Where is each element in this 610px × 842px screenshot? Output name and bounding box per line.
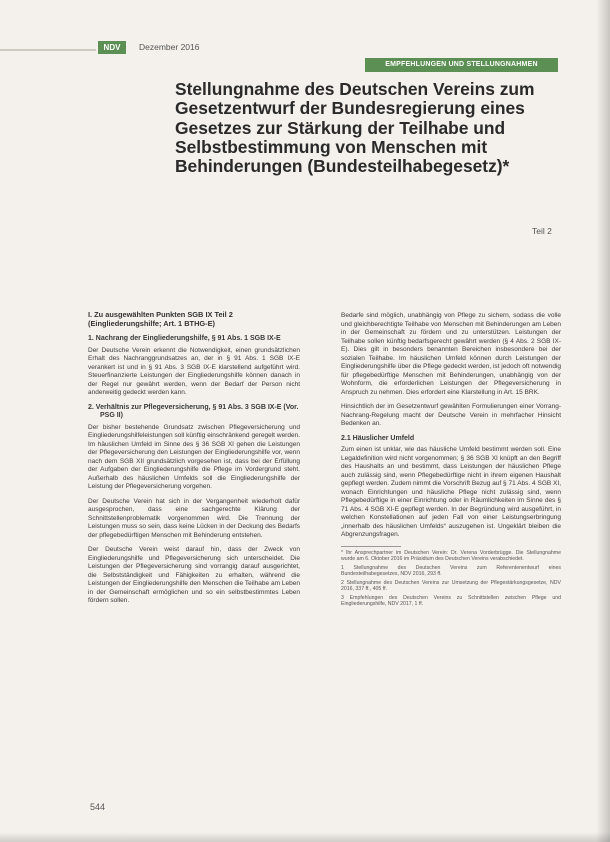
right-column (341, 312, 561, 610)
category-banner: EMPFEHLUNGEN UND STELLUNGNAHMEN (365, 58, 558, 72)
document-title: Stellungnahme des Deutschen Vereins zum Gesetzentwurf der Bundesregierung eines Gesetzes zur Stärkung der Teilhabe und Selbstbestimmung von Menschen mit Behinderungen (Bundesteilhabegesetz)* (175, 79, 535, 177)
page-edge-shadow (596, 0, 610, 842)
subsection-heading-1: 1. Nachrang der Eingliederungshilfe, § 91 Abs. 1 SGB IX-E (88, 335, 281, 342)
issue-date: Dezember 2016 (139, 42, 200, 52)
paragraph: Hinsichtlich der im Gesetzentwurf gewählten Formulierungen einer Vorrang-Nachrang-Regelung macht der Deutsche Verein in mehrfacher Hinsicht Bedenken an. (341, 403, 561, 427)
paragraph: Der Deutsche Verein erkennt die Notwendigkeit, einen grundsätzlichen Erhalt des Nachranggrundsatzes an, der in § 91 Abs. 1 SGB IX-E verankert ist und in § 91 Abs. 3 SGB IX-E klarstellend aufgeführt wird. Steuerfinanzierte Leistungen der Eingliederungshilfe können danach in der Regel nur gewährt werden, wenn der Bedarf der Person nicht anderweitig gedeckt werden kann. (88, 346, 300, 397)
section-heading: I. Zu ausgewählten Punkten SGB IX Teil 2 (Eingliederungshilfe; Art. 1 BTHG-E) (88, 310, 233, 328)
subsection-heading-2-1: 2.1 Häuslicher Umfeld (341, 434, 415, 442)
part-label: Teil 2 (532, 226, 552, 236)
footnote: 3 Empfehlungen des Deutschen Vereins zu Schnittstellen zwischen Pflege und Eingliederungshilfe, NDV 2017, 1 ff. (341, 594, 561, 608)
journal-badge: NDV (98, 41, 126, 54)
subsection-heading-2: 2. Verhältnis zur Pflegeversicherung, § 91 Abs. 3 SGB IX-E (Vor. PSG II) (88, 403, 299, 420)
left-column (88, 310, 300, 612)
footnote: 1 Stellungnahme des Deutschen Vereins zum Referentenentwurf eines Bundesteilhabegesetzes, NDV 2016, 293 ff. (341, 564, 561, 578)
page-bottom-shadow (0, 832, 610, 842)
footnote: * Ihr Ansprechpartner im Deutschen Verein: Dr. Verena Vorderbrügge. Die Stellungnahme wurde am 6. Oktober 2016 im Präsidium des Deutschen Vereins verabschiedet. (341, 549, 561, 563)
paragraph: Der Deutsche Verein weist darauf hin, dass der Zweck von Eingliederungshilfe und Pflegeversicherung sich unterscheidet. Die Leistungen der Pflegeversicherung sind vorrangig darauf ausgerichtet, die Selbstständigkeit und Fähigkeiten zu erhalten, während die Leistungen der Eingliederungshilfe den Menschen die Teilhabe am Leben in der Gemeinschaft ermöglichen und so ein selbstbestimmtes Leben fördern sollen. (88, 546, 300, 605)
paragraph: Der Deutsche Verein hat sich in der Vergangenheit wiederholt dafür ausgesprochen, dass eine sachgerechte Klärung der Schnittstellenproblematik vorgenommen wird. Die Trennung der Leistungen muss so sein, dass keine Lücken in der Deckung des Bedarfs der pflegebedürftigen Menschen mit Behinderung entstehen. (88, 497, 300, 539)
paragraph: Bedarfe sind möglich, unabhängig von Pflege zu sichern, sodass die volle und gleichberechtigte Teilhabe von Menschen mit Behinderungen am Leben in der Gemeinschaft zu fördern und zu unterstützen. Leistungen der Teilhabe sollen künftig bedarfsgerecht gewährt werden (§ 4 Abs. 2 SGB IX-E). Dies gilt in besonders benannten Bereichen insbesondere bei der sozialen Teilhabe. Im häuslichen Umfeld können durch Leistungen der Eingliederungshilfe über die Pflege gedeckt werden, ist jedoch oft notwendig für pflegebedürftige Menschen mit Behinderungen, unabhängig von der Wohnform, die erforderlichen Leistungen der Pflegeversicherung in Anspruch zu nehmen. Dies erfordert eine Klarstellung in Art. 15 BRK. (341, 312, 561, 396)
page-number: 544 (90, 802, 106, 812)
paragraph: Zum einen ist unklar, wie das häusliche Umfeld bestimmt werden soll. Eine Legaldefinition wird nicht vorgenommen; § 36 SGB XI knüpft an den Begriff des Haushalts an und bestimmt, dass Leistungen der häuslichen Pflege auch zulässig sind, wenn Pflegebedürftige nicht in ihrem eigenen Haushalt gepflegt werden. Zudem nimmt die Vorschrift Bezug auf § 71 Abs. 4 SGB XI, wonach Einrichtungen und häusliche Pflege nicht zulässig sind, wenn Pflegebedürftige in einer Einrichtung oder in Räumlichkeiten im Sinne des § 71 Abs. 4 SGB XI-E gepflegt werden. In der Begründung wird ausgeführt, in welchen Konstellationen auf jeden Fall von einer Leistungserbringung „innerhalb des häuslichen Umfelds“ auszugehen ist. Ungeklärt bleiben die Abgrenzungsfragen. (341, 446, 561, 539)
header-rule (0, 49, 96, 51)
paragraph: Der bisher bestehende Grundsatz zwischen Pflegeversicherung und Eingliederungshilfeleistungen soll künftig einschränkend geregelt werden. Im häuslichen Umfeld im Sinne des § 36 SGB XI gehen die Leistungen der Pflegeversicherung den Leistungen der Eingliederungshilfe vor, wenn nach dem SGB XII grundsätzlich vorgesehen ist, dass bei der Erfüllung der Aufgaben der Eingliederungshilfe die Pflege im Vordergrund steht. Außerhalb des häuslichen Umfelds soll die Eingliederungshilfe der Leistung der Pflegeversicherung vorgehen. (88, 423, 300, 491)
footnote-divider (341, 546, 401, 547)
footnote: 2 Stellungnahme des Deutschen Vereins zur Umsetzung der Pflegestärkungsgesetze, NDV 2016, 337 ff., 405 ff. (341, 579, 561, 593)
